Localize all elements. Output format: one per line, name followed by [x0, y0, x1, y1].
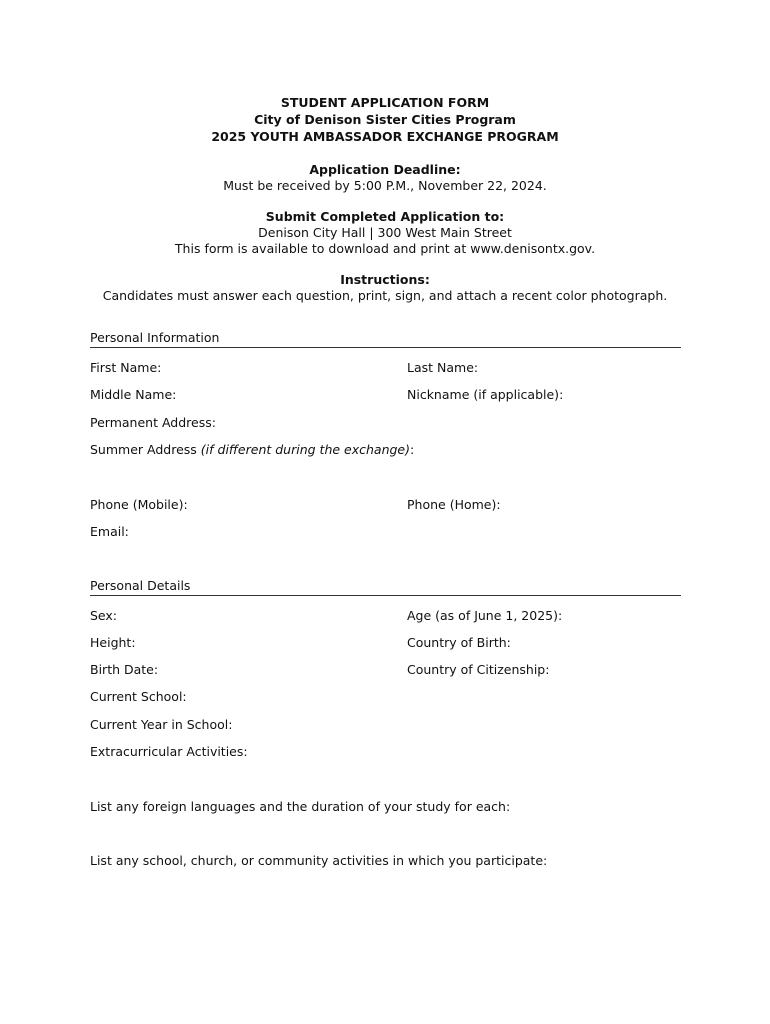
- summer-address-colon: :: [410, 442, 415, 457]
- languages-label: List any foreign languages and the duration of your study for each:: [90, 799, 511, 814]
- exchange-program-title: 2025 YOUTH AMBASSADOR EXCHANGE PROGRAM: [211, 129, 559, 144]
- submit-heading: Submit Completed Application to:: [265, 209, 505, 224]
- country-of-birth-label: Country of Birth:: [407, 635, 511, 650]
- country-of-citizenship-label: Country of Citizenship:: [407, 662, 550, 677]
- sex-label: Sex:: [90, 608, 118, 623]
- phone-home-label: Phone (Home):: [407, 497, 501, 512]
- section-personal-information: Personal Information: [90, 330, 681, 348]
- first-name-label: First Name:: [90, 360, 162, 375]
- middle-name-label: Middle Name:: [90, 387, 177, 402]
- summer-address-label: [90, 442, 414, 457]
- email-label: Email:: [90, 524, 129, 539]
- phone-mobile-label: Phone (Mobile):: [90, 497, 188, 512]
- form-title: STUDENT APPLICATION FORM: [280, 95, 490, 110]
- birth-date-label: Birth Date:: [90, 662, 159, 677]
- submit-address: Denison City Hall | 300 West Main Street: [258, 225, 512, 240]
- permanent-address-label: Permanent Address:: [90, 415, 216, 430]
- last-name-label: Last Name:: [407, 360, 479, 375]
- activities-label: List any school, church, or community activities in which you participate:: [90, 853, 548, 868]
- height-label: Height:: [90, 635, 136, 650]
- download-note: This form is available to download and print at www.denisontx.gov.: [174, 241, 596, 256]
- deadline-text: Must be received by 5:00 P.M., November 22, 2024.: [223, 178, 547, 193]
- summer-address-text: Summer Address: [90, 442, 201, 457]
- program-name: City of Denison Sister Cities Program: [254, 112, 516, 127]
- extracurricular-label: Extracurricular Activities:: [90, 744, 248, 759]
- section-personal-details: Personal Details: [90, 578, 681, 596]
- nickname-label: Nickname (if applicable):: [407, 387, 564, 402]
- current-year-label: Current Year in School:: [90, 717, 233, 732]
- age-label: Age (as of June 1, 2025):: [407, 608, 563, 623]
- deadline-heading: Application Deadline:: [309, 162, 461, 177]
- instructions-heading: Instructions:: [340, 272, 430, 287]
- summer-address-note: (if different during the exchange): [200, 442, 411, 457]
- instructions-text: Candidates must answer each question, print, sign, and attach a recent color photograph.: [102, 288, 668, 303]
- current-school-label: Current School:: [90, 689, 187, 704]
